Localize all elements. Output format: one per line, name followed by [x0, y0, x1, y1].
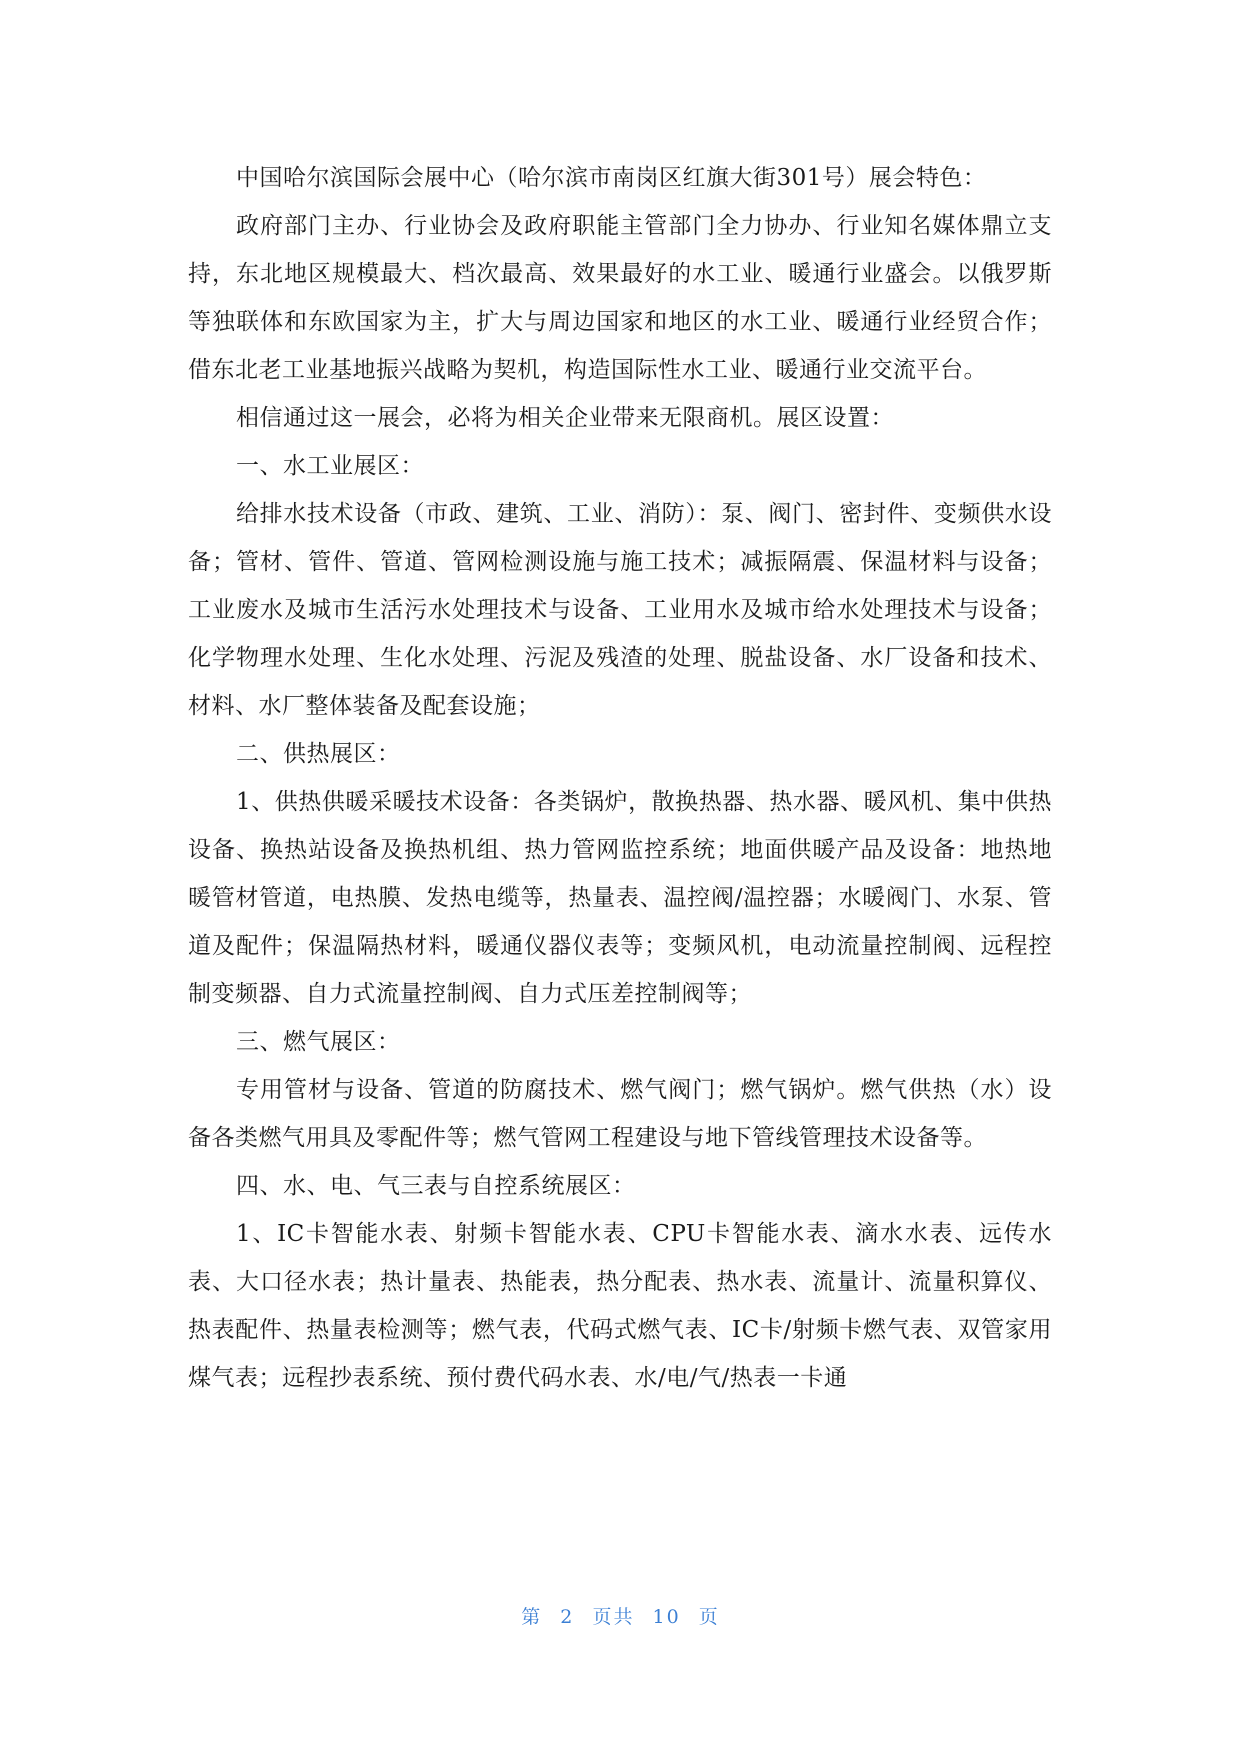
- heading-water-industry-zone: 一、水工业展区：: [236, 453, 424, 479]
- page-footer: [0, 1602, 1241, 1629]
- footer-total-pages: 10: [652, 1606, 681, 1628]
- heading-heating-zone: 二、供热展区：: [236, 741, 401, 767]
- document-body: [188, 154, 1052, 1402]
- footer-suffix: 页: [698, 1606, 720, 1628]
- heading-gas-zone: 三、燃气展区：: [236, 1029, 401, 1055]
- paragraph-zones-intro: 相信通过这一展会，必将为相关企业带来无限商机。展区设置：: [236, 405, 894, 431]
- paragraph-heating: 1、供热供暖采暖技术设备：各类锅炉，散换热器、热水器、暖风机、集中供热设备、换热站设备及换热机组、热力管网监控系统；地面供暖产品及设备：地热地暖管材管道，电热膜、发热电缆等，热量表、温控阀/温控器；水暖阀门、水泵、管道及配件；保温隔热材料，暖通仪器仪表等；变频风机，电动流量控制阀、远程控制变频器、自力式流量控制阀、自力式压差控制阀等；: [188, 789, 1052, 1007]
- paragraph-water-industry: 给排水技术设备（市政、建筑、工业、消防）：泵、阀门、密封件、变频供水设备；管材、管件、管道、管网检测设施与施工技术；减振隔震、保温材料与设备；工业废水及城市生活污水处理技术与设备、工业用水及城市给水处理技术与设备；化学物理水处理、生化水处理、污泥及残渣的处理、脱盐设备、水厂设备和技术、材料、水厂整体装备及配套设施；: [188, 501, 1052, 719]
- footer-page-number: 2: [560, 1606, 575, 1628]
- paragraph-meters: 1、IC卡智能水表、射频卡智能水表、CPU卡智能水表、滴水水表、远传水表、大口径水表；热计量表、热能表，热分配表、热水表、流量计、流量积算仪、热表配件、热量表检测等；燃气表，代码式燃气表、IC卡/射频卡燃气表、双管家用煤气表；远程抄表系统、预付费代码水表、水/电/气/热表一卡通: [188, 1221, 1052, 1391]
- paragraph-venue: 中国哈尔滨国际会展中心（哈尔滨市南岗区红旗大街301号）展会特色：: [236, 165, 987, 191]
- footer-middle: 页共: [592, 1606, 635, 1628]
- paragraph-features: 政府部门主办、行业协会及政府职能主管部门全力协办、行业知名媒体鼎立支持，东北地区规模最大、档次最高、效果最好的水工业、暖通行业盛会。以俄罗斯等独联体和东欧国家为主，扩大与周边国家和地区的水工业、暖通行业经贸合作；借东北老工业基地振兴战略为契机，构造国际性水工业、暖通行业交流平台。: [188, 213, 1052, 383]
- footer-prefix: 第: [521, 1606, 543, 1628]
- paragraph-gas: 专用管材与设备、管道的防腐技术、燃气阀门；燃气锅炉。燃气供热（水）设备各类燃气用具及零配件等；燃气管网工程建设与地下管线管理技术设备等。: [188, 1077, 1052, 1151]
- heading-meters-zone: 四、水、电、气三表与自控系统展区：: [236, 1173, 636, 1199]
